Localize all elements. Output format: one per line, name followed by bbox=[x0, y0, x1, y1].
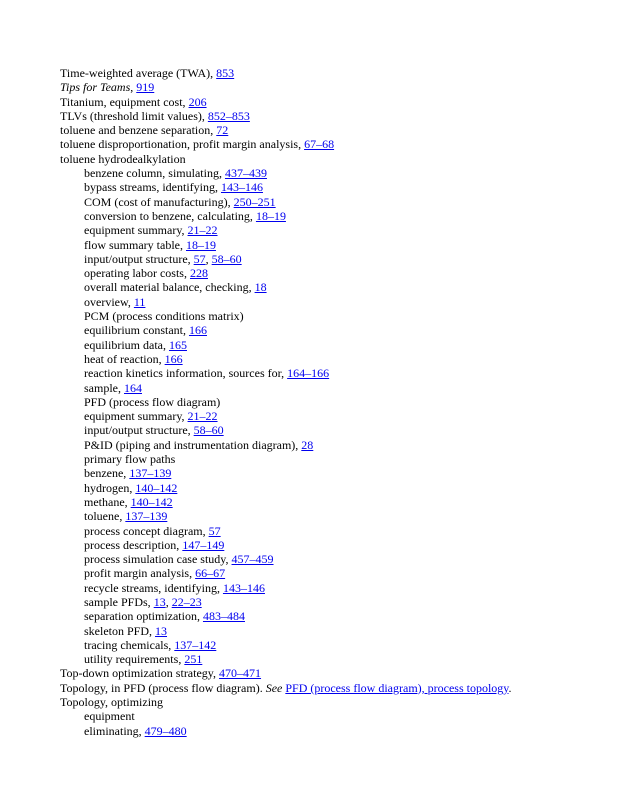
index-entry bbox=[60, 223, 620, 237]
page-link[interactable]: 18–19 bbox=[255, 208, 286, 223]
index-entry bbox=[60, 538, 620, 552]
page-link[interactable]: 483–484 bbox=[202, 609, 245, 624]
page-link[interactable]: 21–22 bbox=[187, 409, 218, 424]
entry-text: TLVs (threshold limit values), bbox=[60, 108, 208, 123]
index-entry bbox=[60, 409, 620, 423]
index-entry bbox=[60, 95, 620, 109]
entry-text: conversion to benzene, calculating, bbox=[84, 208, 256, 223]
index-entry bbox=[60, 724, 620, 738]
index-entry bbox=[60, 209, 620, 223]
page-link[interactable]: 67–68 bbox=[304, 137, 335, 152]
page-link[interactable]: 250–251 bbox=[233, 194, 276, 209]
entry-text: PFD (process flow diagram) bbox=[84, 394, 221, 409]
entry-text: benzene, bbox=[84, 466, 130, 481]
entry-text: process concept diagram, bbox=[84, 523, 209, 538]
page-link[interactable]: 143–146 bbox=[220, 180, 263, 195]
index-entry bbox=[60, 381, 620, 395]
entry-text: primary flow paths bbox=[84, 452, 176, 467]
index-entry bbox=[60, 581, 620, 595]
page-link[interactable]: 137–139 bbox=[129, 466, 172, 481]
index-entry bbox=[60, 481, 620, 495]
entry-text: toluene and benzene separation, bbox=[60, 123, 217, 138]
index-entry bbox=[60, 309, 620, 323]
page-link[interactable]: 228 bbox=[189, 266, 208, 281]
page-link[interactable]: 13 bbox=[153, 594, 166, 609]
index-entry bbox=[60, 295, 620, 309]
page-link[interactable]: 57 bbox=[208, 523, 221, 538]
index-entry bbox=[60, 552, 620, 566]
entry-text: process simulation case study, bbox=[84, 552, 232, 567]
entry-text: skeleton PFD, bbox=[84, 623, 156, 638]
entry-text: bypass streams, identifying, bbox=[84, 180, 221, 195]
index-entry bbox=[60, 595, 620, 609]
entry-text: Topology, optimizing bbox=[60, 695, 164, 710]
page-link[interactable]: PFD (process flow diagram), process topology bbox=[285, 680, 509, 695]
index-entry bbox=[60, 681, 620, 695]
entry-text: separation optimization, bbox=[84, 609, 203, 624]
index-entry bbox=[60, 323, 620, 337]
entry-text: equipment summary, bbox=[84, 223, 188, 238]
entry-text: toluene disproportionation, profit margin analysis, bbox=[60, 137, 305, 152]
entry-text: PCM (process conditions matrix) bbox=[84, 309, 244, 324]
page-link[interactable]: 852–853 bbox=[207, 108, 250, 123]
index-entry bbox=[60, 166, 620, 180]
index-entry bbox=[60, 338, 620, 352]
index-entry bbox=[60, 395, 620, 409]
entry-text: equipment summary, bbox=[84, 409, 188, 424]
page-link[interactable]: 165 bbox=[168, 337, 187, 352]
entry-text: , bbox=[165, 594, 172, 609]
page-link[interactable]: 22–23 bbox=[171, 594, 202, 609]
entry-text: recycle streams, identifying, bbox=[84, 580, 223, 595]
page-link[interactable]: 147–149 bbox=[182, 537, 225, 552]
page-link[interactable]: 166 bbox=[188, 323, 207, 338]
index-entry bbox=[60, 495, 620, 509]
index-entry bbox=[60, 452, 620, 466]
italic-text: See bbox=[265, 680, 283, 695]
page-link[interactable]: 57 bbox=[193, 251, 206, 266]
page-link[interactable]: 457–459 bbox=[231, 552, 274, 567]
page-link[interactable]: 437–439 bbox=[224, 166, 267, 181]
entry-text: input/output structure, bbox=[84, 423, 194, 438]
index-entry bbox=[60, 195, 620, 209]
entry-text: Topology, in PFD (process flow diagram). bbox=[60, 680, 266, 695]
entry-text: equipment bbox=[84, 709, 135, 724]
entry-text: P&ID (piping and instrumentation diagram), bbox=[84, 437, 302, 452]
entry-text: eliminating, bbox=[84, 723, 145, 738]
entry-text: process description, bbox=[84, 537, 183, 552]
index-entry bbox=[60, 137, 620, 151]
index-entry bbox=[60, 438, 620, 452]
index-entry bbox=[60, 180, 620, 194]
page-link[interactable]: 58–60 bbox=[193, 423, 224, 438]
page-link[interactable]: 164 bbox=[124, 380, 142, 395]
entry-text: reaction kinetics information, sources for, bbox=[84, 366, 288, 381]
index-page bbox=[60, 66, 620, 738]
page-link[interactable]: 919 bbox=[136, 80, 155, 95]
entry-text: , bbox=[205, 251, 212, 266]
entry-text: heat of reaction, bbox=[84, 351, 165, 366]
page-link[interactable]: 137–139 bbox=[125, 509, 168, 524]
index-entry bbox=[60, 709, 620, 723]
index-entry bbox=[60, 123, 620, 137]
entry-text: overall material balance, checking, bbox=[84, 280, 255, 295]
italic-text: Tips for Teams bbox=[60, 80, 131, 95]
index-entry bbox=[60, 695, 620, 709]
page-link[interactable]: 18–19 bbox=[185, 237, 216, 252]
index-entry bbox=[60, 666, 620, 680]
page-link[interactable]: 143–146 bbox=[222, 580, 265, 595]
page-link[interactable]: 251 bbox=[184, 652, 203, 667]
entry-text: benzene column, simulating, bbox=[84, 166, 225, 181]
entry-text: tracing chemicals, bbox=[84, 637, 175, 652]
index-entry bbox=[60, 652, 620, 666]
page-link[interactable]: 140–142 bbox=[135, 480, 178, 495]
index-entry bbox=[60, 638, 620, 652]
index-entry bbox=[60, 280, 620, 294]
entry-text: flow summary table, bbox=[84, 237, 186, 252]
entry-text: hydrogen, bbox=[84, 480, 136, 495]
entry-text: Time-weighted average (TWA), bbox=[60, 66, 217, 80]
page-link[interactable]: 28 bbox=[301, 437, 314, 452]
entry-text: toluene, bbox=[84, 509, 126, 524]
entry-text: Titanium, equipment cost, bbox=[60, 94, 189, 109]
index-entry bbox=[60, 624, 620, 638]
entry-text: operating labor costs, bbox=[84, 266, 190, 281]
entry-text: Top-down optimization strategy, bbox=[60, 666, 220, 681]
index-entry bbox=[60, 352, 620, 366]
entry-text: equilibrium data, bbox=[84, 337, 169, 352]
index-entry bbox=[60, 509, 620, 523]
index-entry bbox=[60, 238, 620, 252]
page-link[interactable]: 72 bbox=[216, 123, 229, 138]
entry-text: . bbox=[508, 680, 512, 695]
page-link[interactable]: 58–60 bbox=[211, 251, 242, 266]
index-entry bbox=[60, 423, 620, 437]
index-entry bbox=[60, 109, 620, 123]
entry-text: methane, bbox=[84, 494, 131, 509]
index-entry bbox=[60, 66, 620, 80]
index-entry bbox=[60, 80, 620, 94]
entry-text: overview, bbox=[84, 294, 134, 309]
page-link[interactable]: 166 bbox=[164, 351, 183, 366]
index-entry bbox=[60, 266, 620, 280]
index-entry bbox=[60, 609, 620, 623]
entry-text: sample PFDs, bbox=[84, 594, 154, 609]
entry-text: profit margin analysis, bbox=[84, 566, 196, 581]
entry-text: COM (cost of manufacturing), bbox=[84, 194, 234, 209]
page-link[interactable]: 18 bbox=[254, 280, 267, 295]
page-link[interactable]: 164–166 bbox=[287, 366, 330, 381]
page-link[interactable]: 470–471 bbox=[219, 666, 262, 681]
entry-text: , bbox=[130, 80, 137, 95]
page-link[interactable]: 137–142 bbox=[174, 637, 217, 652]
entry-text: sample, bbox=[84, 380, 124, 395]
index-entry bbox=[60, 252, 620, 266]
index-entry bbox=[60, 366, 620, 380]
page-link[interactable]: 13 bbox=[155, 623, 168, 638]
entry-text: utility requirements, bbox=[84, 652, 185, 667]
page-link[interactable]: 11 bbox=[133, 294, 146, 309]
entry-text: toluene hydrodealkylation bbox=[60, 151, 186, 166]
page-link[interactable]: 479–480 bbox=[144, 723, 187, 738]
index-entry bbox=[60, 566, 620, 580]
page-link[interactable]: 853 bbox=[216, 66, 235, 80]
entry-text: input/output structure, bbox=[84, 251, 194, 266]
page-link[interactable]: 66–67 bbox=[195, 566, 226, 581]
index-entry bbox=[60, 524, 620, 538]
page-link[interactable]: 206 bbox=[188, 94, 207, 109]
page-link[interactable]: 140–142 bbox=[130, 494, 173, 509]
index-entry bbox=[60, 466, 620, 480]
page-link[interactable]: 21–22 bbox=[187, 223, 218, 238]
index-entry bbox=[60, 152, 620, 166]
entry-text: equilibrium constant, bbox=[84, 323, 189, 338]
